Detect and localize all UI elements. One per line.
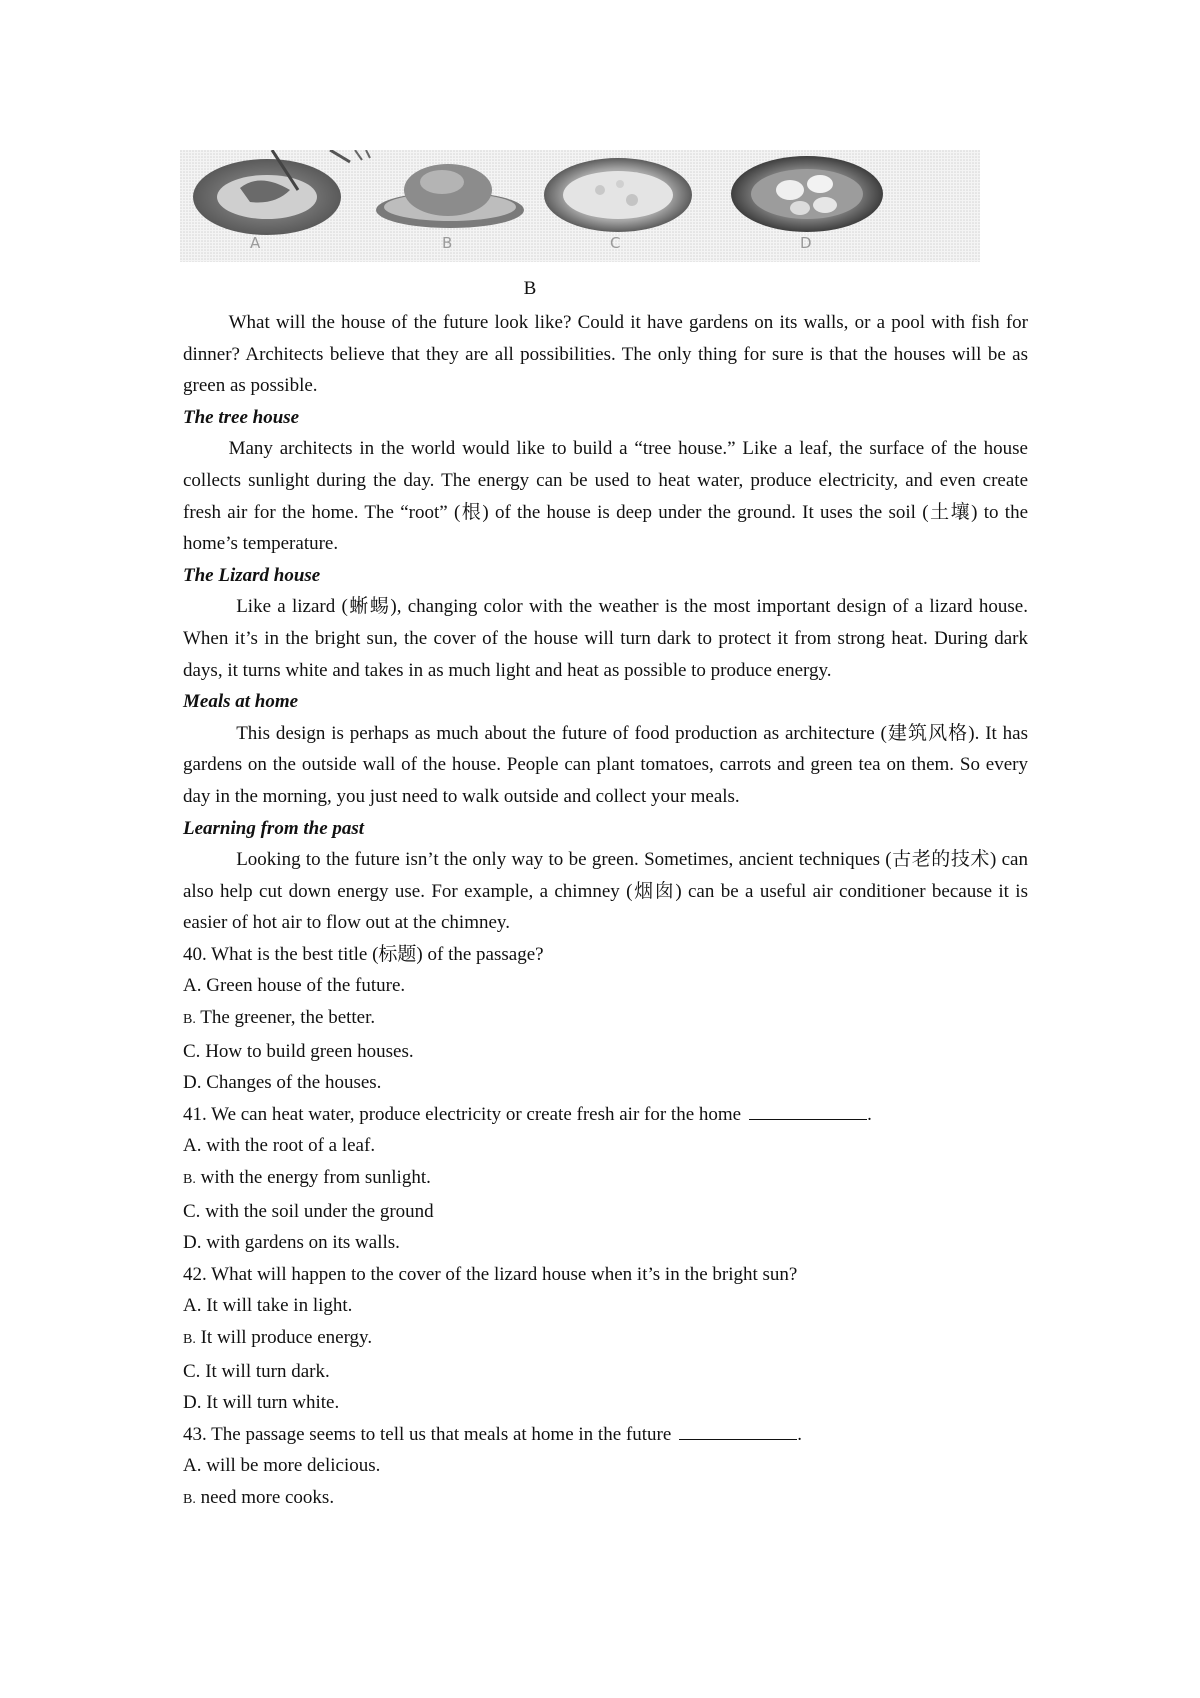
section-heading: The tree house	[183, 406, 300, 428]
picture-options-illustration	[180, 150, 980, 262]
option-c-image	[544, 158, 692, 232]
answer-option[interactable]: D. It will turn white.	[183, 1392, 340, 1414]
answer-option[interactable]: A. Green house of the future.	[183, 975, 406, 997]
section-heading: The Lizard house	[183, 564, 321, 586]
answer-blank[interactable]	[679, 1421, 797, 1440]
option-d-image	[731, 156, 883, 232]
question-stem: 40. What is the best title (标题) of the passage?	[183, 943, 544, 965]
option-b-label: B	[442, 234, 453, 252]
section-text: Many architects in the world would like to build a “tree house.” Like a leaf, the surface of the house collects sunlight during the day. The energy can be used to heat water, produce electricity, and even create fresh air for the home. The “root” (根) of the house is deep under the ground. It uses the soil (土壤) to the home’s temperature.	[183, 438, 1028, 555]
answer-option[interactable]: B. with the energy from sunlight.	[183, 1167, 431, 1189]
question-stem: 43. The passage seems to tell us that meals at home in the future .	[183, 1419, 1028, 1451]
answer-option[interactable]: C. How to build green houses.	[183, 1040, 414, 1062]
answer-blank[interactable]	[749, 1101, 867, 1120]
option-a-label: A	[250, 234, 261, 252]
section-heading: Meals at home	[183, 691, 299, 713]
picture-options-figure	[180, 150, 980, 262]
answer-option[interactable]: B. need more cooks.	[183, 1486, 335, 1508]
answer-option[interactable]: A. will be more delicious.	[183, 1455, 381, 1477]
answer-option[interactable]: B. The greener, the better.	[183, 1007, 376, 1029]
answer-option[interactable]: C. It will turn dark.	[183, 1360, 330, 1382]
answer-option[interactable]: D. Changes of the houses.	[183, 1072, 382, 1094]
answer-option[interactable]: A. with the root of a leaf.	[183, 1135, 376, 1157]
passage-content	[183, 307, 1028, 1516]
answer-option[interactable]: B. It will produce energy.	[183, 1327, 373, 1348]
section-letter: B	[523, 278, 537, 299]
section-text: This design is perhaps as much about the future of food production as architecture (建筑风格). It has gardens on the outside wall of the house. People can plant tomatoes, carrots and green tea on them. So every day in the morning, you just need to walk outside and collect your meals.	[183, 722, 1028, 807]
section-text: Like a lizard (蜥蜴), changing color with the weather is the most important design of a lizard house. When it’s in the bright sun, the cover of the house will turn dark to protect it from strong heat. During dark days, it turns white and takes in as much light and heat as possible to produce energy.	[183, 596, 1028, 681]
option-c-label: C	[610, 234, 621, 252]
section-text: Looking to the future isn’t the only way to be green. Sometimes, ancient techniques (古老的技术) can also help cut down energy use. For example, a chimney (烟囱) can be a useful air conditioner because it is easier of hot air to flow out at the chimney.	[183, 849, 1028, 934]
answer-option[interactable]: C. with the soil under the ground	[183, 1200, 434, 1222]
answer-option[interactable]: D. with gardens on its walls.	[183, 1232, 400, 1254]
section-heading: Learning from the past	[183, 817, 365, 839]
answer-option[interactable]: A. It will take in light.	[183, 1295, 353, 1317]
question-stem: 41. We can heat water, produce electricity or create fresh air for the home .	[183, 1099, 1028, 1131]
option-d-label: D	[800, 234, 812, 252]
question-stem: 42. What will happen to the cover of the lizard house when it’s in the bright sun?	[183, 1263, 798, 1285]
passage-intro: What will the house of the future look like? Could it have gardens on its walls, or a pool with fish for dinner? Architects believe that they are all possibilities. The only thing for sure is that the houses will be as green as possible.	[183, 312, 1028, 397]
